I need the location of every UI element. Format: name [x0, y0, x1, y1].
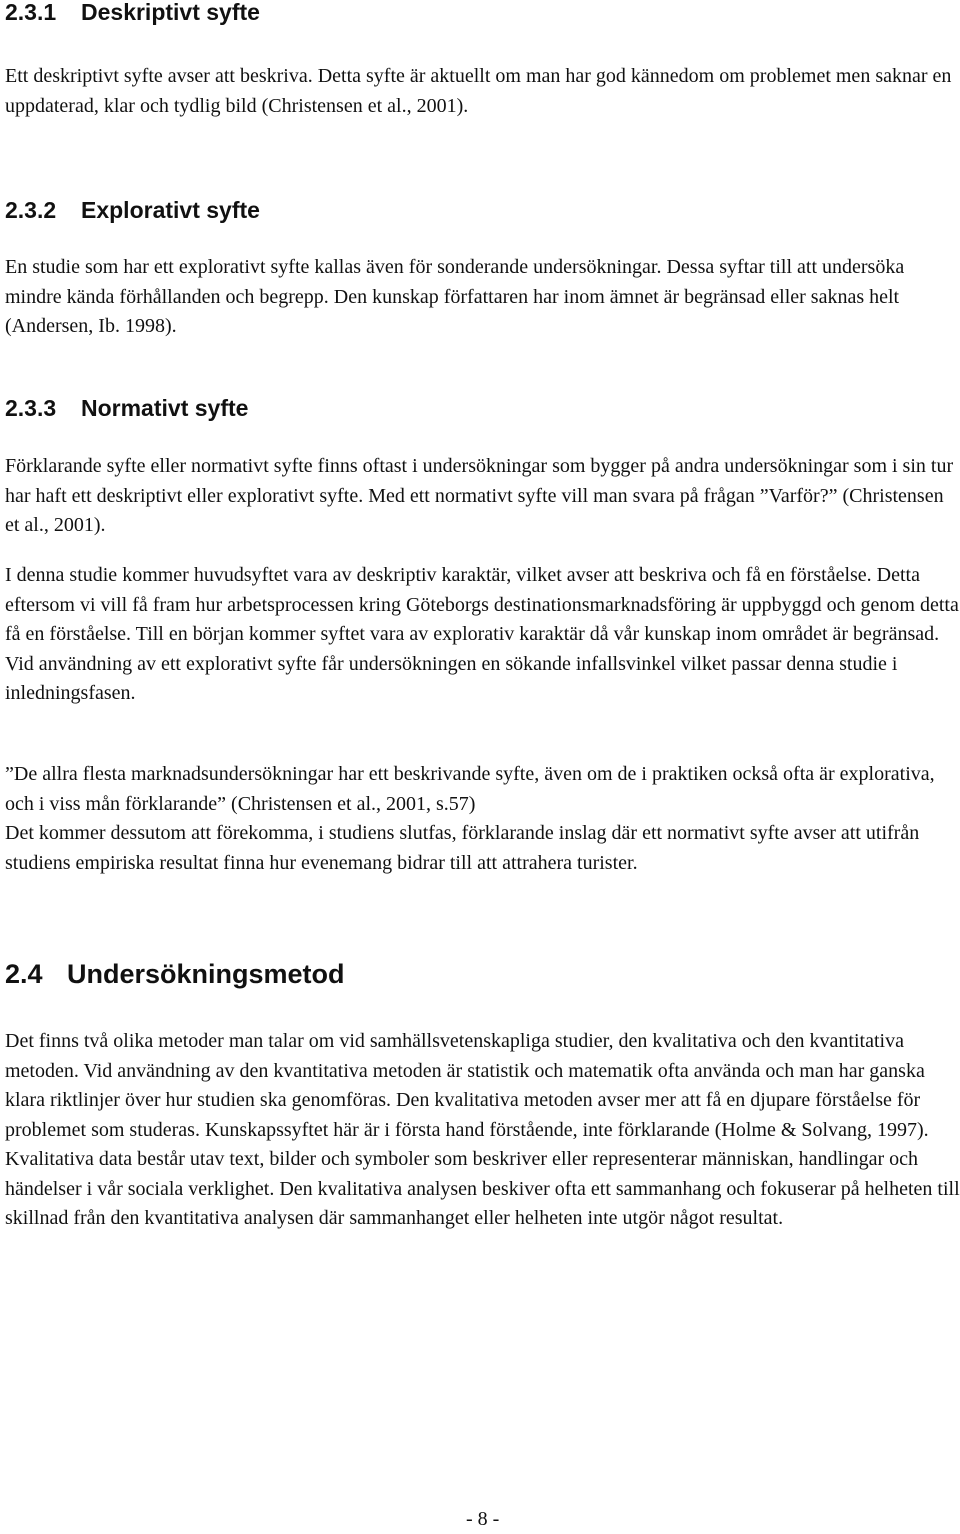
section-heading-2-3-1: 2.3.1 Deskriptivt syfte: [5, 0, 260, 25]
paragraph: Det kommer dessutom att förekomma, i studiens slutfas, förklarande inslag där ett normativt syfte avser att utifrån studiens empiriska resultat finna hur evenemang bidrar till att attrahera turister.: [5, 822, 920, 874]
paragraph: En studie som har ett explorativt syfte kallas även för sonderande undersökningar. Dessa syftar till att undersöka mindre kända förhållanden och begrepp. Den kunskap författaren har inom ämnet är begränsad eller saknas helt (Andersen, Ib. 1998).: [5, 256, 905, 337]
section-heading-2-4: 2.4 Undersökningsmetod: [5, 959, 345, 989]
paragraph: Det finns två olika metoder man talar om vid samhällsvetenskapliga studier, den kvalitativa och den kvantitativa metoden. Vid användning av den kvantitativa metoden är statistik och matematik ofta använda och man har ganska klara riktlinjer över hur studien ska genomföras. Den kvalitativa metoden avser mer att få en djupare förståelse för problemet som studeras. Kunskapssyftet här är i första hand förstående, inte förklarande (Holme & Solvang, 1997). Kvalitativa data består utav text, bilder och symboler som beskriver eller representerar människan, handlingar och händelser i vår sociala verklighet. Den kvalitativa analysen beskiver ofta ett sammanhang och fokuserar på helheten till skillnad från den kvantitativa analysen där sammanhanget eller helheten inte utgör något resultat.: [5, 1030, 960, 1229]
paragraph: Ett deskriptivt syfte avser att beskriva. Detta syfte är aktuellt om man har god kännedom om problemet men saknar en uppdaterad, klar och tydlig bild (Christensen et al., 2001).: [5, 65, 952, 117]
page-number: - 8 -: [466, 1508, 500, 1530]
section-heading-2-3-2: 2.3.2 Explorativt syfte: [5, 197, 260, 223]
paragraph: I denna studie kommer huvudsyftet vara av deskriptiv karaktär, vilket avser att beskriva och få en förståelse. Detta eftersom vi vill få fram hur arbetsprocessen kring Göteborgs destinationsmarknadsföring är uppbyggd och genom detta få en förståelse. Till en början kommer syftet vara av explorativ karaktär då vår kunskap inom området är begränsad. Vid användning av ett explorativt syfte får undersökningen en sökande infallsvinkel vilket passar denna studie i inledningsfasen.: [5, 564, 959, 704]
paragraph: Förklarande syfte eller normativt syfte finns oftast i undersökningar som bygger på andra undersökningar som i sin tur har haft ett deskriptivt eller explorativt syfte. Med ett normativt syfte vill man svara på frågan ”Varför?” (Christensen et al., 2001).: [5, 455, 954, 536]
quote-paragraph: ”De allra flesta marknadsundersökningar har ett beskrivande syfte, även om de i praktiken också ofta är explorativa, och i viss mån förklarande” (Christensen et al., 2001, s.57): [5, 763, 935, 815]
section-heading-2-3-3: 2.3.3 Normativt syfte: [5, 395, 249, 421]
